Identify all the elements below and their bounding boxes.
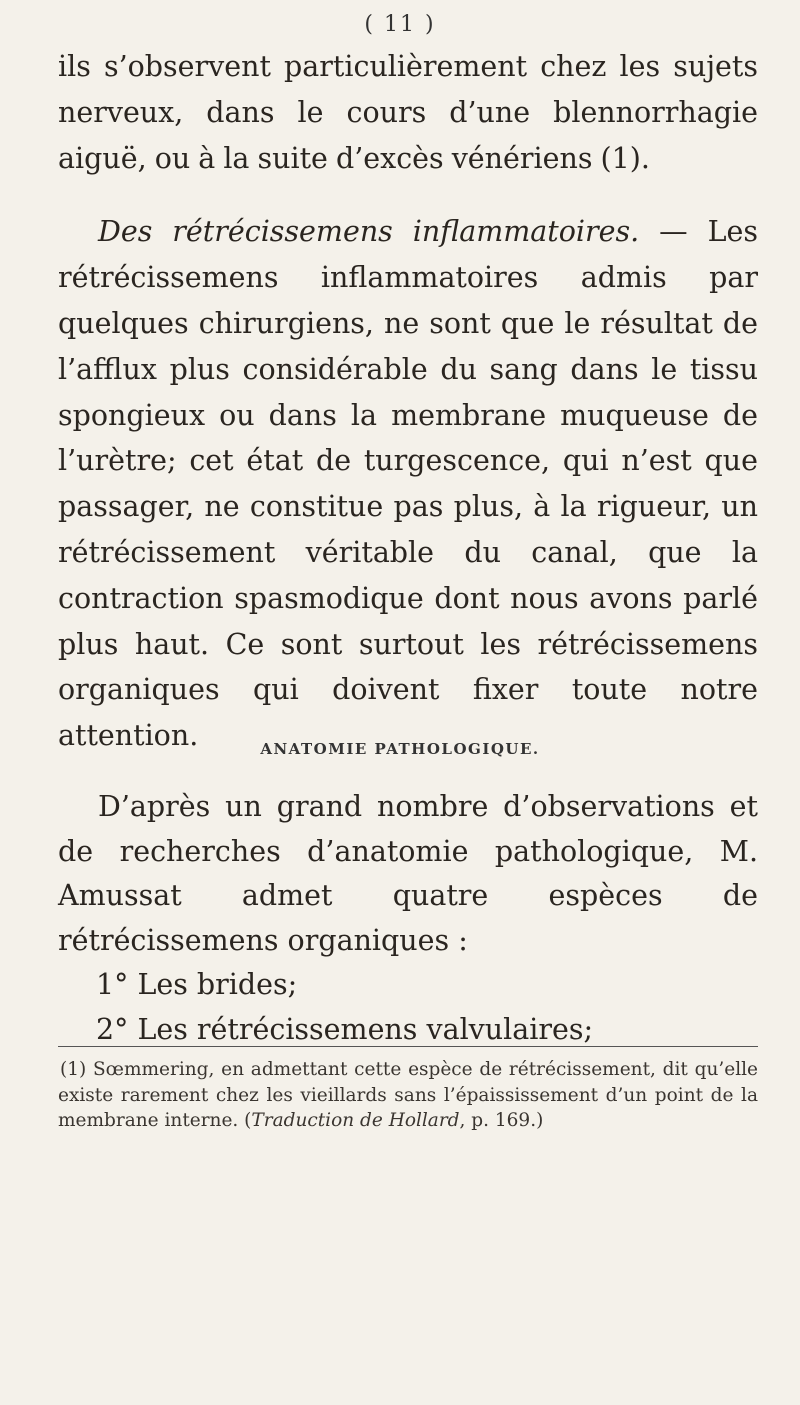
main-text [58, 44, 758, 759]
paragraph-body: — Les rétrécissemens inflammatoires admis par quelques chirurgiens, ne sont que le résultat de l’afflux plus considérable du sang dans le tissu spongieux ou dans la membrane muqueuse de l’urètre; cet état de turgescence, qui n’est que passager, ne constitue pas plus, à la rigueur, un rétrécissement véritable du canal, que la contraction spasmodique dont nous avons parlé plus haut. Ce sont surtout les rétrécissemens organiques qui doivent fixer toute notre attention. [58, 215, 758, 753]
footnote-page-ref: , p. 169.) [459, 1110, 544, 1131]
paragraph-inflammatory-strictures [58, 209, 758, 759]
list-item-brides: 1° Les brides; [96, 968, 298, 1001]
footnote-text: Sœmmering, en admettant cette espèce de rétrécissement, dit qu’elle existe rarement chez les vieillards sans l’épaississement d’un point de la membrane interne. ( [58, 1059, 758, 1131]
list-item-valvular: 2° Les rétrécissemens valvulaires; [96, 1012, 594, 1046]
paragraph-observations: D’après un grand nombre d’observations et de recherches d’anatomie pathologique, M. Amussat admet quatre espèces de rétrécissemens organiques : [58, 790, 758, 957]
footnote-label: (1) [60, 1059, 87, 1080]
paragraph-title: Des rétrécissemens inflammatoires. [98, 215, 640, 249]
section-heading: ANATOMIE PATHOLOGIQUE. [260, 740, 540, 758]
footnote [58, 1057, 758, 1134]
footnote-divider [58, 1046, 758, 1047]
footnote-citation: Traduction de Hollard [251, 1110, 460, 1131]
page-number: ( 11 ) [364, 12, 436, 37]
section-text [58, 785, 758, 1052]
paragraph-continued: ils s’observent particulièrement chez les sujets nerveux, dans le cours d’une blennorrhagie aiguë, ou à la suite d’excès vénériens (1). [58, 50, 758, 175]
